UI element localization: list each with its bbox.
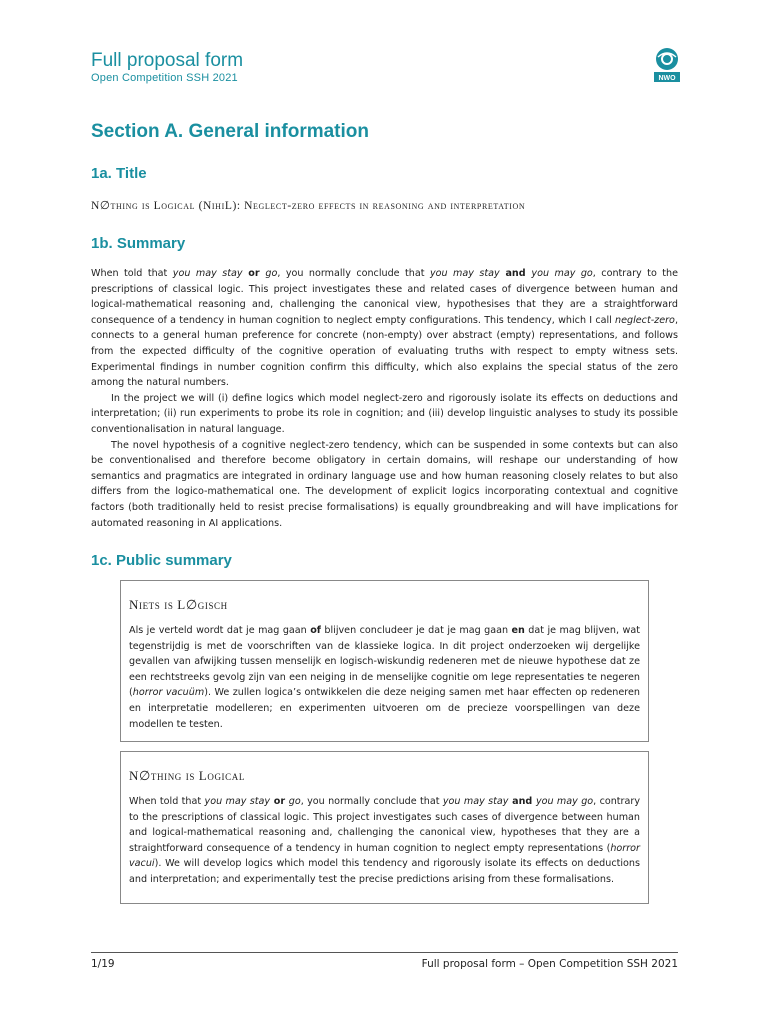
dutch-summary-text: Als je verteld wordt dat je mag gaan of blijven concludeer je dat je mag gaan en dat je mag blijven, wat tegenstrijdig is met de voorschriften van de klassieke logica. In dit project onderzoeken wij dergelijke gevallen van afwijking tussen menselijk en logisch-wiskundig redeneren met de nieuwe hypothese dat ze een rechtstreeks gevolg zijn van een neiging in de menselijke cognitie om lege representaties te negeren (horror vacuüm). We zullen logica’s ontwikkelen die deze neiging samen met haar effecten op redeneren en interpretatie modelleren; en experimenten uitvoeren om de precieze voorspellingen van deze modellen te testen.	[129, 625, 641, 730]
summary-paragraph-3: The novel hypothesis of a cognitive neglect-zero tendency, which can be suspended in some contexts but can also be conventionalised and therefore become obligatory in certain domains, will reshape our understanding of how semantics and pragmatics are integrated in ordinary language use and how human reasoning closely relates to but also differs from the logico-mathematical one. The development of explicit logics incorporating contextual and cognitive factors (both traditionally held to resist precise formalisations) is equally groundbreaking and will have implications for automated reasoning in AI applications.	[91, 439, 678, 529]
summary-body	[91, 266, 678, 531]
section-title: Section A. General information	[91, 121, 370, 142]
header-title: Full proposal form	[91, 50, 244, 71]
footer-rule	[91, 952, 678, 953]
public-summary-heading: 1c. Public summary	[91, 552, 232, 569]
english-summary-text: When told that you may stay or go, you normally conclude that you may stay and you may go, contrary to the prescriptions of classical logic. This project investigates such cases of divergence between human and logical-mathematical reasoning and, challenging the canonical view, hypotheses that they are a straightforward consequence of a tendency in human cognition to neglect empty representations (horror vacui). We will develop logics which model this tendency and rigorously isolate its effects on deductions and interpretation; and experimentally test the precise predictions arising from these formalisations.	[129, 796, 640, 885]
dutch-summary-title: Niets is L∅gisch	[129, 597, 228, 612]
summary-paragraph-2: In the project we will (i) define logics which model neglect-zero and rigorously isolate its effects on deductions and interpretation; (ii) run experiments to probe its role in cognition; and (iii) develop linguistic analyses to study its possible conventionalisation in natural language.	[91, 392, 678, 435]
project-title: N∅thing is Logical (NihiL): Neglect-zero effects in reasoning and interpretation	[91, 200, 526, 212]
dutch-summary-box	[120, 580, 649, 742]
summary-heading: 1b. Summary	[91, 235, 186, 252]
summary-paragraph-1: When told that you may stay or go, you normally conclude that you may stay and you may go, contrary to the prescriptions of classical logic. This project investigates these and related cases of divergence between human and logical-mathematical reasoning and, challenging the canonical view, hypothesises that they are a straightforward consequence of a tendency in human cognition to neglect empty configurations. This tendency, which I call neglect-zero, connects to a general human preference for concrete (non-empty) over abstract (empty) representations, and follows from the expected difficulty of the cognitive operation of evaluating truths with respect to empty witness sets. Experimental findings in number cognition confirm this difficulty, which also explains the special status of the zero among the natural numbers.	[91, 268, 679, 389]
title-heading: 1a. Title	[91, 165, 147, 182]
page-number: 1/19	[91, 958, 115, 970]
logo-text: NWO	[658, 75, 676, 82]
nwo-logo	[652, 47, 682, 83]
footer-title: Full proposal form – Open Competition SSH 2021	[421, 958, 678, 970]
english-summary-box	[120, 751, 649, 904]
header-subtitle: Open Competition SSH 2021	[91, 72, 238, 84]
english-summary-title: N∅thing is Logical	[129, 768, 245, 783]
